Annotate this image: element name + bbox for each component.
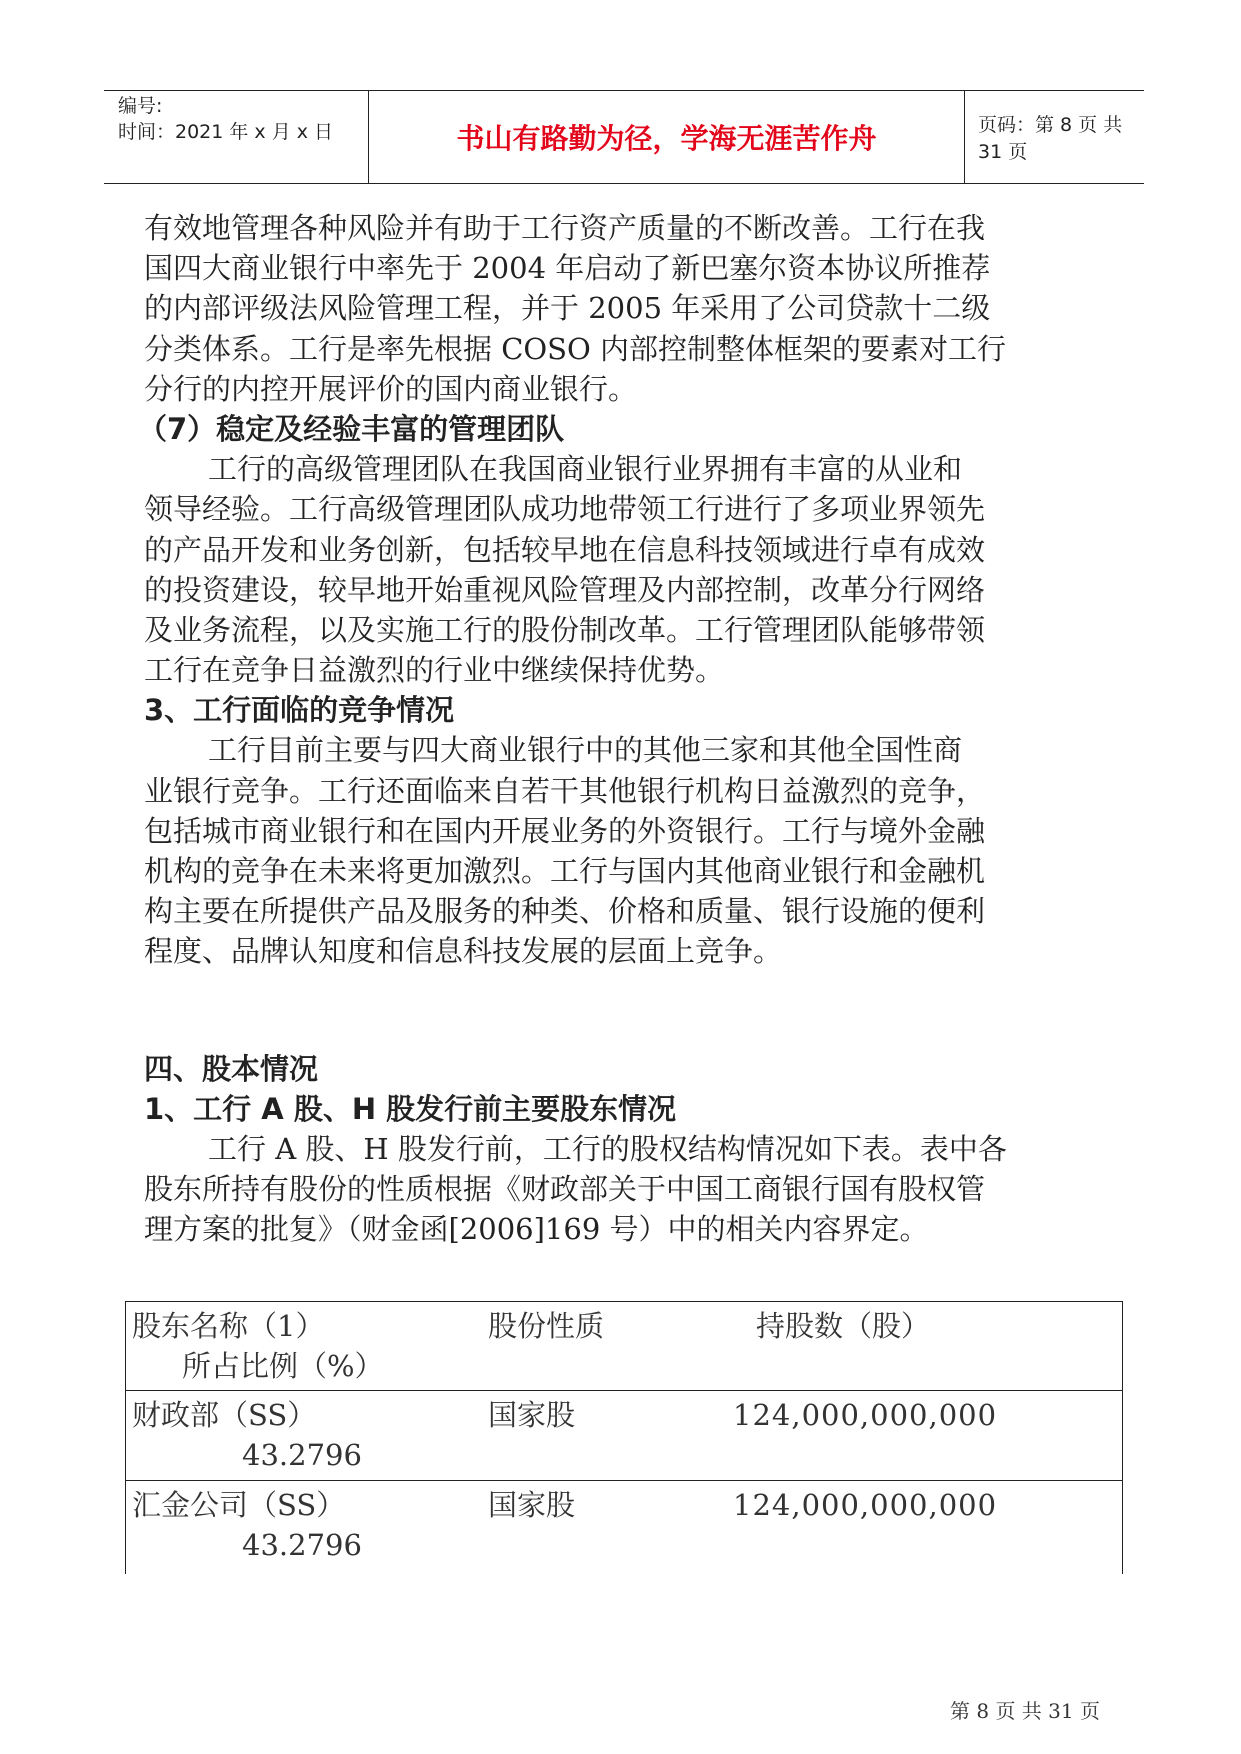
paragraph-line: 及业务流程，以及实施工行的股份制改革。工行管理团队能够带领 [144,612,986,647]
paragraph-line: 国四大商业银行中率先于 2004 年启动了新巴塞尔资本协议所推荐 [144,251,991,286]
column-header: 股份性质 [488,1309,605,1343]
paragraph-line: 分行的内控开展评价的国内商业银行。 [144,371,638,406]
document-time-label: 时间：2021 年 x 月 x 日 [118,121,334,143]
share-count-cell: 124,000,000,000 [733,1398,998,1432]
paragraph-line: 工行在竞争日益激烈的行业中继续保持优势。 [144,653,725,688]
paragraph-line: 的投资建设，较早地开始重视风险管理及内部控制，改革分行网络 [144,572,986,607]
paragraph-line: 工行的高级管理团队在我国商业银行业界拥有丰富的从业和 [208,452,963,487]
share-count-cell: 124,000,000,000 [733,1488,998,1522]
paragraph-line: 理方案的批复》（财金函[2006]169 号）中的相关内容界定。 [144,1212,929,1247]
section-heading: （7）稳定及经验丰富的管理团队 [138,411,565,446]
header-motto: 书山有路勤为径，学海无涯苦作舟 [456,122,877,155]
header-page-info: 页码：第 8 页 共 31 页 [978,114,1123,163]
share-percent-cell: 43.2796 [242,1438,362,1472]
section-heading: 1、工行 A 股、H 股发行前主要股东情况 [144,1091,677,1126]
table-row [126,1391,1122,1481]
shareholder-name-cell: 汇金公司（SS） [132,1488,346,1522]
table-header-row [126,1302,1122,1391]
column-header: 股东名称（1） [132,1309,325,1343]
paragraph-line: 的内部评级法风险管理工程，并于 2005 年采用了公司贷款十二级 [144,291,991,326]
page-footer: 第 8 页 共 31 页 [950,1699,1100,1723]
document-header [104,90,1144,184]
paragraph-line: 工行目前主要与四大商业银行中的其他三家和其他全国性商 [208,733,963,768]
paragraph-line: 的产品开发和业务创新，包括较早地在信息科技领域进行卓有成效 [144,532,986,567]
document-number-label: 编号: [118,95,163,117]
shareholder-table [125,1301,1123,1574]
paragraph-line: 机构的竞争在未来将更加激烈。工行与国内其他商业银行和金融机 [144,854,986,888]
section-heading: 3、工行面临的竞争情况 [144,693,455,728]
column-header: 所占比例（%） [182,1349,384,1383]
column-header: 持股数（股） [756,1309,931,1343]
paragraph-line: 有效地管理各种风险并有助于工行资产质量的不断改善。工行在我 [144,211,986,245]
paragraph-line: 业银行竞争。工行还面临来自若干其他银行机构日益激烈的竞争， [144,773,986,808]
share-type-cell: 国家股 [488,1398,576,1432]
paragraph-line: 包括城市商业银行和在国内开展业务的外资银行。工行与境外金融 [144,813,986,848]
paragraph-line: 领导经验。工行高级管理团队成功地带领工行进行了多项业界领先 [144,492,986,527]
paragraph-line: 分类体系。工行是率先根据 COSO 内部控制整体框架的要素对工行 [144,331,1007,366]
shareholder-name-cell: 财政部（SS） [132,1398,317,1432]
share-percent-cell: 43.2796 [242,1528,362,1562]
header-meta [118,91,358,183]
share-type-cell: 国家股 [488,1488,576,1522]
paragraph-line: 股东所持有股份的性质根据《财政部关于中国工商银行国有股权管 [144,1172,986,1207]
table-row [126,1481,1122,1574]
paragraph-line: 构主要在所提供产品及服务的种类、价格和质量、银行设施的便利 [144,894,986,929]
header-divider [964,91,965,183]
paragraph-line: 工行 A 股、H 股发行前，工行的股权结构情况如下表。表中各 [208,1131,1007,1166]
document-body [138,208,1124,1250]
chapter-heading: 四、股本情况 [144,1051,319,1086]
section-spacer [144,972,1124,1049]
paragraph-line: 程度、品牌认知度和信息科技发展的层面上竞争。 [144,934,783,969]
